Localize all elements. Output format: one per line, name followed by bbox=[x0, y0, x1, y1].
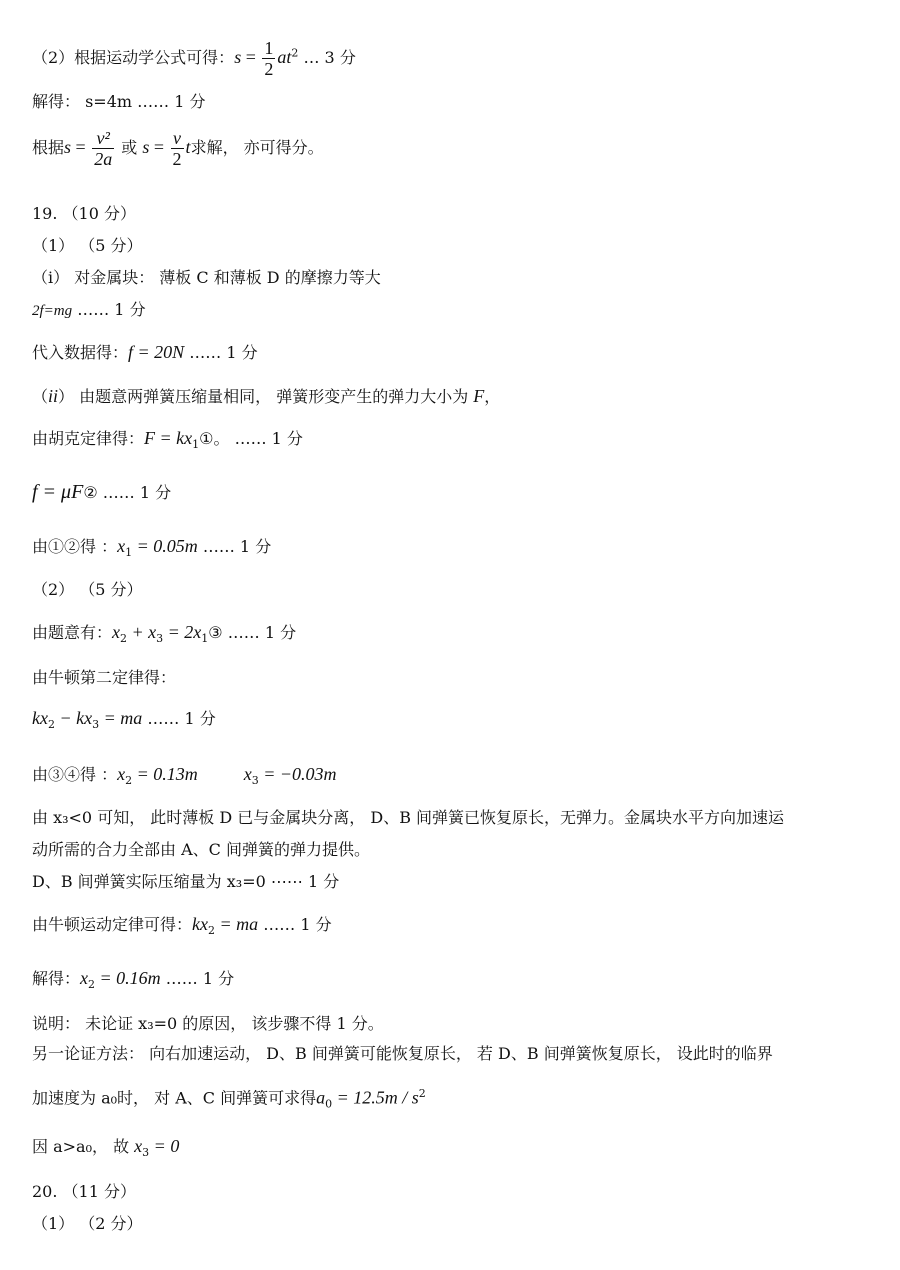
solution-line-20 bbox=[32, 872, 339, 892]
solution-line-15 bbox=[32, 668, 176, 688]
solution-line-11 bbox=[32, 482, 171, 503]
formula-subscript: 1 bbox=[192, 438, 200, 452]
line-text: 加速度为 a₀时， 对 A、C 间弹簧可求得 bbox=[32, 1088, 317, 1108]
solution-line-23 bbox=[32, 1014, 384, 1034]
formula-subscript: 3 bbox=[92, 718, 100, 732]
score-note: ② …… 1 分 bbox=[83, 483, 172, 502]
heading-text: （1） （2 分） bbox=[32, 1214, 143, 1233]
heading-text: （2） （5 分） bbox=[32, 580, 143, 599]
formula-subscript: 3 bbox=[142, 1146, 150, 1160]
fraction-numerator: 1 bbox=[264, 38, 274, 58]
formula-subscript: 2 bbox=[88, 978, 96, 992]
formula-var: x bbox=[117, 764, 126, 784]
heading-text: 19. （10 分） bbox=[32, 204, 136, 223]
line-text: 说明： 未论证 x₃=0 的原因， 该步骤不得 1 分。 bbox=[32, 1014, 384, 1033]
solution-line-2 bbox=[32, 92, 206, 112]
formula-subscript: 3 bbox=[251, 774, 259, 788]
line-text: （2）根据运动学公式可得： bbox=[32, 48, 235, 67]
solution-line-10 bbox=[32, 428, 303, 455]
line-text: ） 由题意两弹簧压缩量相同， 弹簧形变产生的弹力大小为 bbox=[58, 387, 474, 406]
formula-eq: = bbox=[149, 137, 169, 157]
formula-eq: = bbox=[241, 47, 261, 67]
formula-term: at bbox=[277, 47, 292, 67]
formula: = 12.5m / s bbox=[332, 1087, 419, 1108]
line-text: 由③④得 ： bbox=[32, 765, 118, 784]
solution-line-7 bbox=[32, 300, 146, 321]
line-text: D、B 间弹簧实际压缩量为 x₃=0 ⋯⋯ 1 分 bbox=[32, 872, 340, 891]
heading-text: 20. （11 分） bbox=[32, 1182, 136, 1201]
fraction-denominator: 2 bbox=[172, 149, 182, 169]
formula-var: t bbox=[185, 137, 191, 157]
score-note: …… 1 分 bbox=[197, 537, 272, 556]
formula-var: a bbox=[316, 1087, 326, 1108]
subpart-heading-2 bbox=[32, 580, 143, 600]
formula-var: x bbox=[117, 536, 126, 556]
formula-var: F bbox=[473, 386, 485, 406]
formula-subscript: 1 bbox=[125, 546, 133, 560]
score-note: …… 1 分 bbox=[160, 969, 235, 988]
solution-line-1 bbox=[32, 38, 356, 79]
score-note: …… 1 分 bbox=[258, 915, 332, 934]
heading-text: （1） （5 分） bbox=[32, 236, 143, 255]
formula-subscript: 1 bbox=[201, 632, 209, 646]
solution-line-19 bbox=[32, 840, 370, 860]
formula: kx bbox=[32, 708, 48, 728]
line-text: （ bbox=[32, 387, 49, 406]
formula-subscript: 2 bbox=[47, 718, 55, 732]
fraction-numerator: v bbox=[171, 128, 184, 149]
score-note: …… 1 分 bbox=[184, 343, 258, 362]
formula: F = kx bbox=[144, 428, 193, 448]
line-text: 动所需的合力全部由 A、C 间弹簧的弹力提供。 bbox=[32, 840, 370, 859]
formula-var: x bbox=[243, 764, 252, 784]
line-text: 由 x₃<0 可知， 此时薄板 D 已与金属块分离， D、B 间弹簧已恢复原长，无弹力。金属块水平方向加速运 bbox=[32, 808, 785, 827]
roman-numeral: ii bbox=[48, 386, 59, 406]
solution-line-3 bbox=[32, 128, 324, 169]
formula: = −0.03m bbox=[258, 764, 337, 784]
formula: = 2x bbox=[163, 622, 202, 642]
line-text: 因 a>a₀， 故 bbox=[32, 1137, 135, 1156]
solution-line-21 bbox=[32, 914, 332, 941]
formula: + x bbox=[127, 622, 157, 642]
line-text: 由①②得 ： bbox=[32, 537, 118, 556]
solution-line-17 bbox=[32, 764, 337, 791]
formula-var: x bbox=[80, 968, 89, 988]
solution-line-12 bbox=[32, 536, 271, 563]
formula-var: x bbox=[134, 1136, 143, 1156]
section-heading-19 bbox=[32, 204, 136, 224]
solution-line-16 bbox=[32, 708, 216, 735]
formula-subscript: 2 bbox=[208, 924, 215, 938]
score-note: …… 1 分 bbox=[142, 709, 216, 728]
formula: − kx bbox=[54, 708, 93, 728]
score-note: ③ …… 1 分 bbox=[208, 623, 297, 642]
line-text: （i） 对金属块： 薄板 C 和薄板 D 的摩擦力等大 bbox=[32, 268, 381, 287]
fraction bbox=[171, 128, 184, 169]
formula: = 0.05m bbox=[132, 536, 198, 556]
fraction bbox=[92, 128, 114, 169]
formula: = ma bbox=[99, 708, 143, 728]
solution-line-6 bbox=[32, 268, 381, 288]
solution-line-14 bbox=[32, 622, 296, 649]
line-text: 由牛顿第二定律得： bbox=[32, 668, 177, 687]
line-text: 由题意有： bbox=[32, 623, 113, 642]
formula: f = μF bbox=[32, 481, 84, 503]
fraction-denominator: 2 bbox=[264, 59, 274, 79]
score-note: ①。 …… 1 分 bbox=[199, 429, 303, 448]
formula-subscript: 2 bbox=[120, 632, 128, 646]
solution-line-25 bbox=[32, 1084, 426, 1115]
line-text: 由牛顿运动定律可得： bbox=[32, 915, 193, 934]
section-heading-20 bbox=[32, 1182, 136, 1202]
subpart-heading-20-1 bbox=[32, 1214, 143, 1234]
line-text: 根据 bbox=[32, 138, 65, 157]
formula-eq: = bbox=[71, 137, 91, 157]
formula-var: x bbox=[112, 622, 121, 642]
line-text: 或 bbox=[116, 138, 143, 157]
line-text: 代入数据得： bbox=[32, 343, 129, 362]
solution-line-9 bbox=[32, 386, 500, 407]
formula: = 0 bbox=[149, 1136, 180, 1156]
line-text: 求解， 亦可得分。 bbox=[190, 138, 324, 157]
formula: = 0.13m bbox=[132, 764, 198, 784]
fraction-numerator: v² bbox=[92, 128, 114, 149]
fraction-denominator: 2a bbox=[94, 149, 113, 169]
solution-line-24 bbox=[32, 1044, 773, 1064]
solution-line-26 bbox=[32, 1136, 179, 1163]
line-text: 解得： s=4m …… 1 分 bbox=[32, 92, 206, 111]
formula: f = 20N bbox=[128, 342, 185, 362]
formula-exponent: 2 bbox=[291, 46, 299, 60]
formula: = ma bbox=[215, 914, 259, 934]
formula-subscript: 3 bbox=[156, 632, 164, 646]
formula-var: s bbox=[234, 47, 242, 67]
solution-line-8 bbox=[32, 342, 258, 363]
fraction bbox=[262, 38, 275, 79]
line-text: ， bbox=[484, 387, 501, 406]
solution-line-22 bbox=[32, 968, 234, 995]
score-note: …… 1 分 bbox=[72, 300, 146, 319]
formula: kx bbox=[192, 914, 208, 934]
formula-var: s bbox=[64, 137, 72, 157]
formula: = 0.16m bbox=[95, 968, 161, 988]
line-text: 由胡克定律得： bbox=[32, 429, 145, 448]
score-note: … 3 分 bbox=[298, 48, 356, 67]
line-text: 解得： bbox=[32, 969, 81, 988]
formula: 2f=mg bbox=[32, 303, 73, 319]
subpart-heading-1 bbox=[32, 236, 143, 256]
formula-var: s bbox=[142, 137, 150, 157]
solution-line-18 bbox=[32, 808, 784, 828]
formula-exponent: 2 bbox=[418, 1087, 426, 1100]
line-text: 另一论证方法： 向右加速运动， D、B 间弹簧可能恢复原长， 若 D、B 间弹簧恢复原长， 设此时的临界 bbox=[32, 1044, 773, 1063]
formula-subscript: 0 bbox=[325, 1097, 333, 1111]
formula-subscript: 2 bbox=[125, 774, 133, 788]
